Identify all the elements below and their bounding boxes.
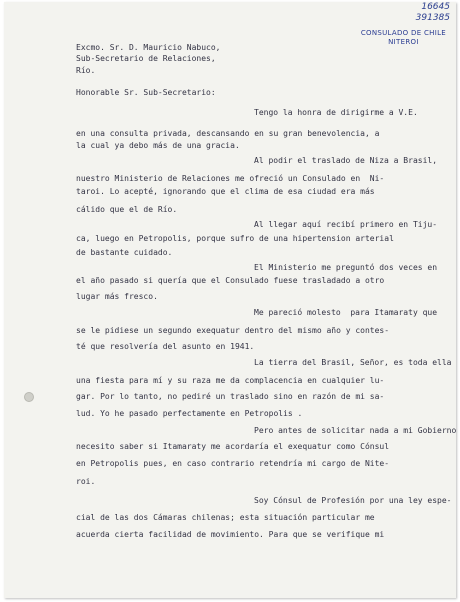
body-line: una fiesta para mí y su raza me da complacencia en cualquier lu- bbox=[76, 376, 385, 385]
body-line: cálido que el de Río. bbox=[76, 205, 178, 214]
body-line: Pero antes de solicitar nada a mi Gobierno bbox=[254, 426, 457, 435]
body-line: necesito saber si Itamaraty me acordaría el exequatur como Cónsul bbox=[76, 442, 390, 451]
body-line: taroi. Lo acepté, ignorando que el clima de esa ciudad era más bbox=[76, 187, 375, 196]
consulate-stamp-line-2: NITEROI bbox=[388, 38, 419, 46]
address-line: Sub-Secretario de Relaciones, bbox=[76, 54, 216, 63]
body-line: nuestro Ministerio de Relaciones me ofreció un Consulado en Ni- bbox=[76, 174, 385, 183]
body-line: Me pareció molesto para Itamaraty que bbox=[254, 308, 438, 317]
body-line: Tengo la honra de dirigirme a V.E. bbox=[254, 108, 418, 117]
address-line: Río. bbox=[76, 66, 96, 75]
body-line: en Petropolis pues, en caso contrario retendría mi cargo de Nite- bbox=[76, 459, 390, 468]
address-line: Excmo. Sr. D. Mauricio Nabuco, bbox=[76, 43, 221, 52]
letter-page bbox=[4, 2, 456, 598]
body-line: El Ministerio me preguntó dos veces en bbox=[254, 263, 438, 272]
body-line: lugar más fresco. bbox=[76, 292, 158, 301]
salutation: Honorable Sr. Sub-Secretario: bbox=[76, 88, 216, 97]
body-line: té que resolvería del asunto en 1941. bbox=[76, 342, 255, 351]
body-line: Al llegar aquí recibí primero en Tiju- bbox=[254, 220, 438, 229]
archive-number-1: 16645 bbox=[421, 2, 450, 12]
body-line: en una consulta privada, descansando en su gran benevolencia, a bbox=[76, 129, 380, 138]
archive-number-stamp bbox=[416, 2, 450, 24]
body-line: roi. bbox=[76, 477, 96, 486]
body-line: de bastante cuidado. bbox=[76, 248, 173, 257]
consulate-stamp-line-1: CONSULADO DE CHILE bbox=[360, 29, 446, 37]
body-line: ca, luego en Petropolis, porque sufro de una hipertension arterial bbox=[76, 234, 394, 243]
body-line: lud. Yo he pasado perfectamente en Petropolis . bbox=[76, 409, 303, 418]
body-line: Soy Cónsul de Profesión por una ley espe- bbox=[254, 496, 452, 505]
body-line: acuerda cierta facilidad de movimiento. Para que se verifique mi bbox=[76, 530, 385, 539]
body-line: cial de las dos Cámaras chilenas; esta situación particular me bbox=[76, 513, 375, 522]
body-line: la cual ya debo más de una gracia. bbox=[76, 141, 240, 150]
body-line: gar. Por lo tanto, no pediré un traslado sino en razón de mi sa- bbox=[76, 392, 385, 401]
archive-number-2: 391385 bbox=[415, 13, 450, 23]
body-line: se le pidiese un segundo exequatur dentro del mismo año y contes- bbox=[76, 326, 390, 335]
punch-hole bbox=[24, 392, 34, 402]
consulate-stamp bbox=[361, 29, 446, 47]
body-line: La tierra del Brasil, Señor, es toda ella bbox=[254, 358, 452, 367]
body-line: Al podir el traslado de Niza a Brasil, bbox=[254, 156, 438, 165]
body-line: el año pasado si quería que el Consulado fuese trasladado a otro bbox=[76, 276, 385, 285]
